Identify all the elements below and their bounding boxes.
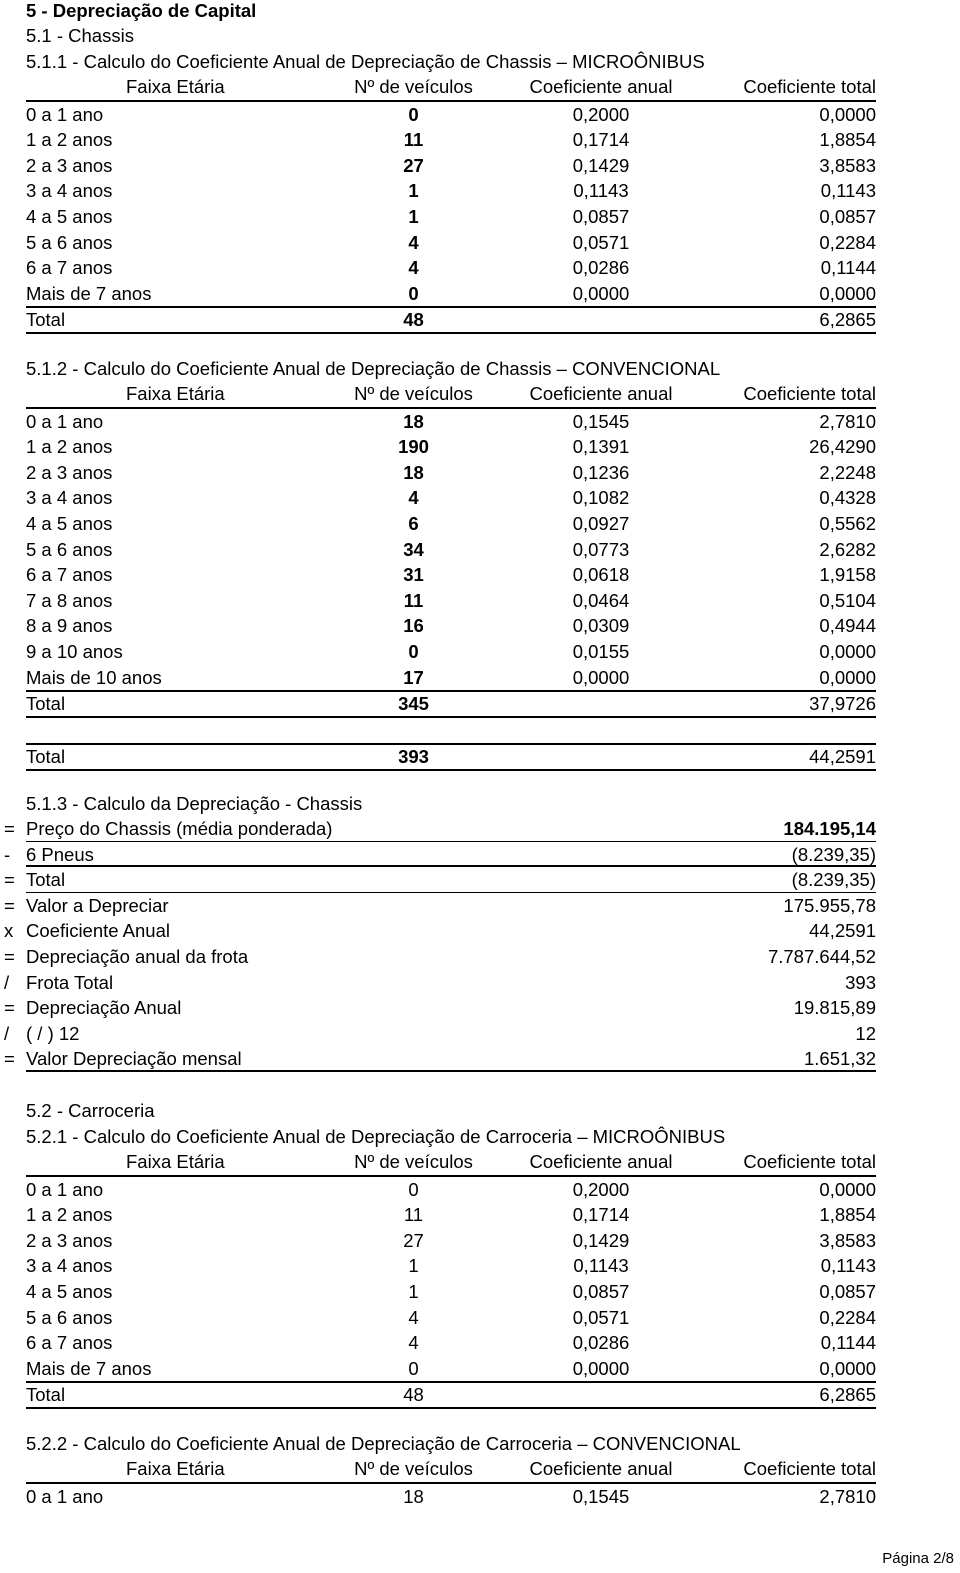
coef-total-cell: 0,0000 xyxy=(819,1357,876,1379)
table-row xyxy=(26,1253,876,1279)
veiculos-cell: 17 xyxy=(403,666,424,688)
table-header xyxy=(26,1456,876,1484)
column-header-coef-total: Coeficiente total xyxy=(743,1151,876,1172)
table-522 xyxy=(26,1456,876,1509)
coef-total-cell: 0,1144 xyxy=(820,257,876,279)
column-header-veiculos: Nº de veículos xyxy=(354,1458,473,1479)
calc-operator: x xyxy=(4,920,14,942)
column-header-faixa: Faixa Etária xyxy=(126,76,225,97)
coef-total-cell: 0,4328 xyxy=(819,487,876,509)
faixa-cell: Mais de 7 anos xyxy=(26,282,152,304)
calc-row xyxy=(0,944,876,970)
column-header-coef-anual: Coeficiente anual xyxy=(529,1151,673,1172)
coef-total-cell: 0,1143 xyxy=(820,1255,876,1277)
table-511-title: 5.1.1 - Calculo do Coeficiente Anual de Depreciação de Chassis – MICROÔNIBUS xyxy=(26,51,705,72)
coef-total-cell: 0,5562 xyxy=(819,512,876,534)
calc-label: Valor Depreciação mensal xyxy=(26,1048,242,1070)
coef-anual-cell: 0,0618 xyxy=(572,564,630,586)
table-row xyxy=(26,485,876,511)
calc-label: ( / ) 12 xyxy=(26,1022,80,1044)
coef-total-cell: 2,7810 xyxy=(819,410,876,432)
table-row xyxy=(26,1356,876,1382)
coef-anual-cell: 0,0571 xyxy=(572,231,630,253)
faixa-cell: 5 a 6 anos xyxy=(26,538,113,560)
coef-anual-cell: 0,1082 xyxy=(572,487,630,509)
column-header-coef-anual: Coeficiente anual xyxy=(529,383,673,404)
total-label: Total xyxy=(26,1384,66,1406)
faixa-cell: 6 a 7 anos xyxy=(26,257,113,279)
faixa-cell: 5 a 6 anos xyxy=(26,1306,113,1328)
table-521-title: 5.2.1 - Calculo do Coeficiente Anual de Depreciação de Carroceria – MICROÔNIBUS xyxy=(26,1126,726,1147)
coef-anual-cell: 0,0155 xyxy=(572,640,630,662)
calc-row xyxy=(0,893,876,919)
calc-row xyxy=(0,995,876,1021)
calc-operator: = xyxy=(4,818,15,839)
coef-total-cell: 0,0000 xyxy=(819,640,876,662)
total-row xyxy=(26,306,876,334)
faixa-cell: 8 a 9 anos xyxy=(26,615,113,637)
coef-total-cell: 2,6282 xyxy=(819,538,876,560)
table-row xyxy=(26,511,876,537)
calc-label: 6 Pneus xyxy=(26,843,94,865)
veiculos-cell: 4 xyxy=(408,1332,419,1354)
coef-anual-cell: 0,1545 xyxy=(572,1485,630,1507)
faixa-cell: 0 a 1 ano xyxy=(26,1178,104,1200)
calc-operator: = xyxy=(4,997,15,1019)
veiculos-cell: 27 xyxy=(403,154,424,176)
calc-row xyxy=(0,918,876,944)
coef-anual-cell: 0,0464 xyxy=(572,589,630,611)
coef-anual-cell: 0,1714 xyxy=(572,129,630,151)
calc-value: 12 xyxy=(855,1022,876,1044)
veiculos-cell: 11 xyxy=(403,1204,424,1226)
calc-label: Valor a Depreciar xyxy=(26,894,169,916)
calc-row xyxy=(0,1021,876,1047)
table-row xyxy=(26,588,876,614)
table-header xyxy=(26,1149,876,1177)
veiculos-cell: 27 xyxy=(403,1229,424,1251)
table-row xyxy=(26,434,876,460)
coef-anual-cell: 0,0309 xyxy=(572,615,630,637)
table-row xyxy=(26,665,876,691)
veiculos-cell: 31 xyxy=(403,564,424,586)
calc-row xyxy=(0,1046,876,1072)
table-row xyxy=(26,537,876,563)
coef-total-cell: 1,9158 xyxy=(819,564,876,586)
column-header-veiculos: Nº de veículos xyxy=(354,383,473,404)
veiculos-cell: 4 xyxy=(408,1306,419,1328)
carroceria-title: 5.2 - Carroceria xyxy=(26,1100,155,1121)
column-header-faixa: Faixa Etária xyxy=(126,1151,225,1172)
coef-total-cell: 0,2284 xyxy=(819,231,876,253)
table-header xyxy=(26,74,876,102)
faixa-cell: 1 a 2 anos xyxy=(26,129,113,151)
total-row xyxy=(26,1381,876,1409)
coef-anual-cell: 0,1391 xyxy=(572,436,630,458)
total-row xyxy=(26,690,876,718)
veiculos-cell: 16 xyxy=(403,615,424,637)
calc-label: Total xyxy=(26,869,66,891)
veiculos-cell: 0 xyxy=(408,103,419,125)
table-row xyxy=(26,613,876,639)
faixa-cell: Mais de 7 anos xyxy=(26,1357,152,1379)
veiculos-cell: 0 xyxy=(408,1357,419,1379)
coef-total-cell: 0,0857 xyxy=(819,1280,876,1302)
calc-label: Depreciação Anual xyxy=(26,997,182,1019)
calc-value: 7.787.644,52 xyxy=(767,945,876,967)
coef-anual-cell: 0,0000 xyxy=(572,666,630,688)
table-row xyxy=(26,639,876,665)
coef-anual-cell: 0,0857 xyxy=(572,1280,630,1302)
table-512-title: 5.1.2 - Calculo do Coeficiente Anual de Depreciação de Chassis – CONVENCIONAL xyxy=(26,358,721,379)
coef-total-cell: 0,0857 xyxy=(819,205,876,227)
coef-total-cell: 1,8854 xyxy=(819,1204,876,1226)
column-header-veiculos: Nº de veículos xyxy=(354,1151,473,1172)
table-row xyxy=(26,102,876,128)
faixa-cell: 4 a 5 anos xyxy=(26,1280,113,1302)
calc-value: 1.651,32 xyxy=(803,1048,876,1070)
coef-anual-cell: 0,2000 xyxy=(572,103,630,125)
faixa-cell: 4 a 5 anos xyxy=(26,512,113,534)
total-veiculos: 345 xyxy=(398,693,429,715)
table-row xyxy=(26,255,876,281)
veiculos-cell: 0 xyxy=(408,282,419,304)
faixa-cell: 6 a 7 anos xyxy=(26,1332,113,1354)
grand-total-veiculos: 393 xyxy=(398,746,429,768)
coef-anual-cell: 0,0857 xyxy=(572,205,630,227)
coef-total-cell: 0,0000 xyxy=(819,282,876,304)
veiculos-cell: 0 xyxy=(408,640,419,662)
column-header-coef-anual: Coeficiente anual xyxy=(529,76,673,97)
calc-operator: = xyxy=(4,945,15,967)
coef-anual-cell: 0,0286 xyxy=(572,257,630,279)
page-number: Página 2/8 xyxy=(882,1550,954,1567)
coef-anual-cell: 0,0000 xyxy=(572,1357,630,1379)
table-row xyxy=(26,281,876,307)
coef-total-cell: 0,0000 xyxy=(819,103,876,125)
table-row xyxy=(26,230,876,256)
coef-anual-cell: 0,0286 xyxy=(572,1332,630,1354)
total-label: Total xyxy=(26,693,66,715)
faixa-cell: 4 a 5 anos xyxy=(26,205,113,227)
calc-value: 19.815,89 xyxy=(793,997,876,1019)
faixa-cell: 3 a 4 anos xyxy=(26,180,113,202)
coef-anual-cell: 0,1143 xyxy=(573,1255,629,1277)
veiculos-cell: 11 xyxy=(403,589,424,611)
table-row xyxy=(26,1228,876,1254)
table-header xyxy=(26,381,876,409)
chassis-title: 5.1 - Chassis xyxy=(26,25,134,46)
table-row xyxy=(26,204,876,230)
coef-total-cell: 3,8583 xyxy=(819,1229,876,1251)
total-coef: 6,2865 xyxy=(819,309,876,331)
coef-anual-cell: 0,0773 xyxy=(572,538,630,560)
veiculos-cell: 0 xyxy=(408,1178,419,1200)
coef-anual-cell: 0,1714 xyxy=(572,1204,630,1226)
calc-operator: = xyxy=(4,1048,15,1070)
column-header-faixa: Faixa Etária xyxy=(126,1458,225,1479)
coef-anual-cell: 0,1236 xyxy=(572,461,630,483)
calc-value: 184.195,14 xyxy=(783,818,876,839)
coef-anual-cell: 0,1429 xyxy=(572,1229,630,1251)
calc-value: 175.955,78 xyxy=(783,894,876,916)
coef-anual-cell: 0,1429 xyxy=(572,154,630,176)
table-row xyxy=(26,409,876,435)
table-511 xyxy=(26,74,876,334)
calc-operator: / xyxy=(4,971,10,993)
veiculos-cell: 4 xyxy=(408,231,419,253)
veiculos-cell: 1 xyxy=(408,180,419,202)
table-row xyxy=(26,1305,876,1331)
veiculos-cell: 6 xyxy=(408,512,419,534)
calc-label: Preço do Chassis (média ponderada) xyxy=(26,818,333,839)
faixa-cell: 1 a 2 anos xyxy=(26,436,113,458)
column-header-coef-total: Coeficiente total xyxy=(743,383,876,404)
table-row xyxy=(26,1279,876,1305)
calc-row xyxy=(0,816,876,842)
coef-total-cell: 0,1144 xyxy=(820,1332,876,1354)
grand-total-coef: 44,2591 xyxy=(809,746,876,768)
coef-total-cell: 2,2248 xyxy=(819,461,876,483)
coef-anual-cell: 0,0927 xyxy=(572,512,630,534)
calc-label: Coeficiente Anual xyxy=(26,920,170,942)
calc-operator: = xyxy=(4,894,15,916)
veiculos-cell: 1 xyxy=(408,1255,419,1277)
coef-total-cell: 0,0000 xyxy=(819,666,876,688)
total-coef: 37,9726 xyxy=(809,693,876,715)
table-row xyxy=(26,153,876,179)
total-label: Total xyxy=(26,309,66,331)
coef-anual-cell: 0,2000 xyxy=(572,1178,630,1200)
veiculos-cell: 190 xyxy=(398,436,429,458)
table-row xyxy=(26,562,876,588)
calc-row xyxy=(0,970,876,996)
faixa-cell: 2 a 3 anos xyxy=(26,154,113,176)
calc-label: Depreciação anual da frota xyxy=(26,945,249,967)
table-row xyxy=(26,1177,876,1203)
faixa-cell: Mais de 10 anos xyxy=(26,666,162,688)
calc-value: (8.239,35) xyxy=(791,869,876,891)
veiculos-cell: 1 xyxy=(408,1280,419,1302)
column-header-coef-anual: Coeficiente anual xyxy=(529,1458,673,1479)
coef-total-cell: 0,1143 xyxy=(820,180,876,202)
veiculos-cell: 4 xyxy=(408,487,419,509)
coef-anual-cell: 0,1545 xyxy=(572,410,630,432)
calc-value: (8.239,35) xyxy=(791,843,876,865)
veiculos-cell: 18 xyxy=(403,461,424,483)
table-row xyxy=(26,1484,876,1510)
calc-row xyxy=(0,842,876,868)
table-row xyxy=(26,127,876,153)
calc-row xyxy=(0,867,876,893)
veiculos-cell: 1 xyxy=(408,205,419,227)
table-512 xyxy=(26,381,876,771)
calc-513-title: 5.1.3 - Calculo da Depreciação - Chassis xyxy=(26,793,363,814)
calc-operator: - xyxy=(4,843,11,865)
coef-total-cell: 2,7810 xyxy=(819,1485,876,1507)
veiculos-cell: 11 xyxy=(403,129,424,151)
table-row xyxy=(26,178,876,204)
calc-value: 44,2591 xyxy=(809,920,876,942)
faixa-cell: 2 a 3 anos xyxy=(26,1229,113,1251)
coef-total-cell: 0,2284 xyxy=(819,1306,876,1328)
table-row xyxy=(26,460,876,486)
column-header-faixa: Faixa Etária xyxy=(126,383,225,404)
coef-total-cell: 0,0000 xyxy=(819,1178,876,1200)
coef-anual-cell: 0,0000 xyxy=(572,282,630,304)
column-header-coef-total: Coeficiente total xyxy=(743,76,876,97)
coef-anual-cell: 0,0571 xyxy=(572,1306,630,1328)
coef-total-cell: 26,4290 xyxy=(809,436,876,458)
coef-total-cell: 0,5104 xyxy=(819,589,876,611)
calc-operator: = xyxy=(4,869,15,891)
table-521 xyxy=(26,1149,876,1409)
veiculos-cell: 18 xyxy=(403,410,424,432)
section-heading: 5 - Depreciação de Capital xyxy=(26,0,257,21)
faixa-cell: 6 a 7 anos xyxy=(26,564,113,586)
faixa-cell: 0 a 1 ano xyxy=(26,410,104,432)
faixa-cell: 2 a 3 anos xyxy=(26,461,113,483)
calc-label: Frota Total xyxy=(26,971,114,993)
calc-513 xyxy=(0,816,876,1072)
column-header-coef-total: Coeficiente total xyxy=(743,1458,876,1479)
table-row xyxy=(26,1330,876,1356)
faixa-cell: 1 a 2 anos xyxy=(26,1204,113,1226)
faixa-cell: 3 a 4 anos xyxy=(26,487,113,509)
table-522-title: 5.2.2 - Calculo do Coeficiente Anual de Depreciação de Carroceria – CONVENCIONAL xyxy=(26,1433,741,1454)
veiculos-cell: 18 xyxy=(403,1485,424,1507)
calc-operator: / xyxy=(4,1022,10,1044)
coef-anual-cell: 0,1143 xyxy=(573,180,629,202)
faixa-cell: 0 a 1 ano xyxy=(26,1485,104,1507)
faixa-cell: 3 a 4 anos xyxy=(26,1255,113,1277)
total-veiculos: 48 xyxy=(403,309,424,331)
coef-total-cell: 3,8583 xyxy=(819,154,876,176)
veiculos-cell: 34 xyxy=(403,538,424,560)
column-header-veiculos: Nº de veículos xyxy=(354,76,473,97)
coef-total-cell: 0,4944 xyxy=(819,615,876,637)
faixa-cell: 9 a 10 anos xyxy=(26,640,123,662)
coef-total-cell: 1,8854 xyxy=(819,129,876,151)
faixa-cell: 0 a 1 ano xyxy=(26,103,104,125)
grand-total-row xyxy=(26,743,876,771)
calc-value: 393 xyxy=(845,971,876,993)
table-row xyxy=(26,1202,876,1228)
total-coef: 6,2865 xyxy=(819,1384,876,1406)
grand-total-label: Total xyxy=(26,746,66,768)
faixa-cell: 5 a 6 anos xyxy=(26,231,113,253)
faixa-cell: 7 a 8 anos xyxy=(26,589,113,611)
total-veiculos: 48 xyxy=(403,1384,424,1406)
veiculos-cell: 4 xyxy=(408,257,419,279)
